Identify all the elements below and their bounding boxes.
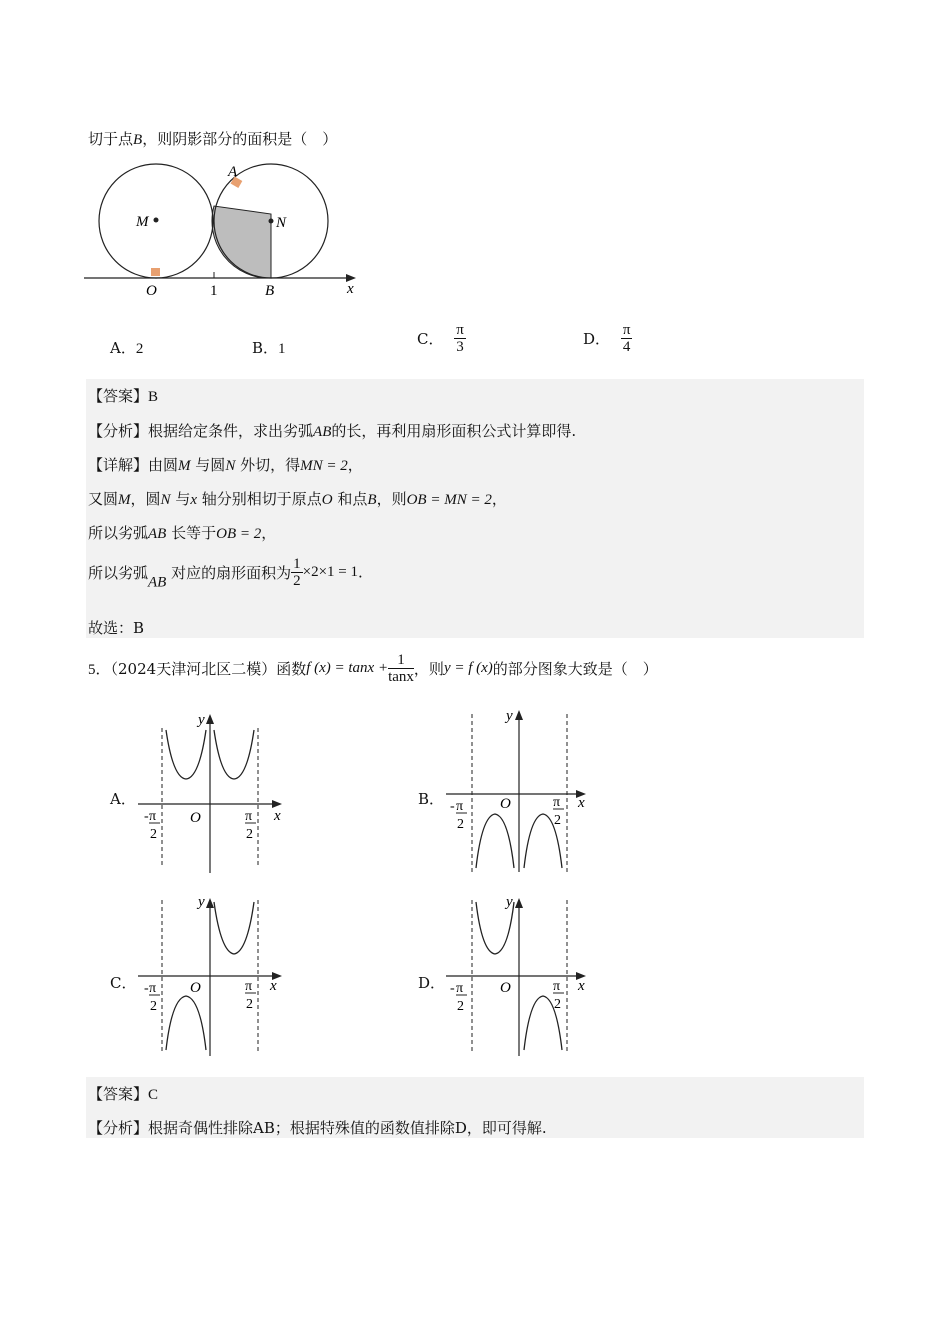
circles-figure (84, 156, 364, 301)
svg-text:x: x (270, 978, 277, 994)
svg-text:2: 2 (554, 997, 561, 1012)
q5-option-c[interactable]: C． (110, 974, 137, 992)
svg-text:2: 2 (457, 999, 464, 1014)
q5-option-a[interactable]: A． (110, 790, 136, 808)
q4-stem: 切于点B，则阴影部分的面积是（ ） (88, 130, 338, 148)
svg-text:-: - (144, 809, 149, 824)
q4-conclusion: 故选：B (88, 619, 145, 637)
y-axis-arrow (515, 710, 523, 720)
label-o: O (146, 283, 157, 299)
q4-option-a[interactable]: A．2 (110, 339, 144, 357)
y-axis-arrow (206, 714, 214, 724)
svg-text:π: π (456, 981, 464, 996)
curve-right (214, 902, 254, 954)
q5-option-b[interactable]: B． (418, 790, 445, 808)
svg-text:O: O (500, 796, 511, 812)
q5-analysis: 【分析】根据奇偶性排除AB；根据特殊值的函数值排除D，即可得解. (88, 1119, 547, 1137)
curve-right (214, 730, 254, 779)
svg-text:2: 2 (246, 997, 253, 1012)
svg-text:y: y (506, 708, 513, 724)
svg-text:π: π (245, 979, 253, 994)
svg-text:-: - (144, 981, 149, 996)
label-n: N (276, 215, 287, 231)
svg-text:O: O (500, 980, 511, 996)
q4-analysis: 【分析】根据给定条件，求出劣弧AB的长，再利用扇形面积公式计算即得. (88, 422, 577, 440)
svg-text:π: π (553, 795, 561, 810)
x-axis-arrow (272, 800, 282, 808)
q4-option-c[interactable]: C． $\frac{\pi}{3}$ (417, 322, 464, 355)
label-x: x (347, 281, 354, 297)
q5-option-d[interactable]: D． (418, 974, 446, 992)
label-1: 1 (210, 283, 218, 299)
y-axis-arrow (206, 898, 214, 908)
q4-detail-line1: 【详解】由圆M 与圆N 外切，得MN = 2， (88, 456, 363, 474)
svg-text:2: 2 (150, 999, 157, 1014)
svg-text:2: 2 (457, 817, 464, 832)
q4-detail-line4: 所以劣弧AB 对应的扇形面积为 $\frac{1}{2}$ ×2×1 = 1. (88, 556, 363, 591)
svg-text:-: - (450, 799, 455, 814)
svg-text:y: y (506, 894, 513, 910)
svg-text:π: π (245, 809, 253, 824)
svg-text:x: x (274, 808, 281, 824)
graph-a (138, 708, 288, 873)
svg-text:O: O (190, 980, 201, 996)
q4-option-b[interactable]: B．1 (252, 339, 286, 357)
stamp-mark (151, 268, 160, 276)
q4-detail-line2: 又圆M，圆N 与x 轴分别相切于原点O 和点B，则OB = MN = 2， (88, 490, 507, 508)
q4-answer: 【答案】B (88, 387, 159, 405)
svg-text:x: x (578, 978, 585, 994)
point-n (269, 219, 274, 224)
label-b: B (265, 283, 275, 299)
shaded-region (212, 206, 271, 278)
svg-text:y: y (198, 894, 205, 910)
svg-text:π: π (149, 981, 157, 996)
svg-text:2: 2 (246, 827, 253, 842)
point-m (154, 218, 159, 223)
q5-stem: 5．（2024天津河北区二模）函数f (x) = tanx + $\frac{1}{\tan x}$ ，则y = f (x)的部分图象大致是（ ） (88, 652, 658, 685)
svg-text:2: 2 (150, 827, 157, 842)
svg-text:O: O (190, 810, 201, 826)
curve-left (476, 814, 514, 868)
y-axis-arrow (515, 898, 523, 908)
label-m: M (136, 214, 149, 230)
curve-left (166, 730, 206, 779)
graph-c (138, 890, 288, 1058)
svg-text:π: π (149, 809, 157, 824)
svg-text:x: x (578, 795, 585, 811)
q5-answer: 【答案】C (88, 1085, 159, 1103)
graph-b (446, 704, 596, 874)
q4-detail-line3: 所以劣弧AB 长等于OB = 2， (88, 524, 277, 542)
svg-text:-: - (450, 981, 455, 996)
label-a: A (228, 164, 238, 180)
svg-text:y: y (198, 712, 205, 728)
graph-d (446, 890, 596, 1058)
curve-left (166, 996, 206, 1050)
q4-option-d[interactable]: D． $\frac{\pi}{4}$ (583, 322, 631, 355)
svg-text:2: 2 (554, 813, 561, 828)
svg-text:π: π (553, 979, 561, 994)
svg-text:π: π (456, 799, 464, 814)
